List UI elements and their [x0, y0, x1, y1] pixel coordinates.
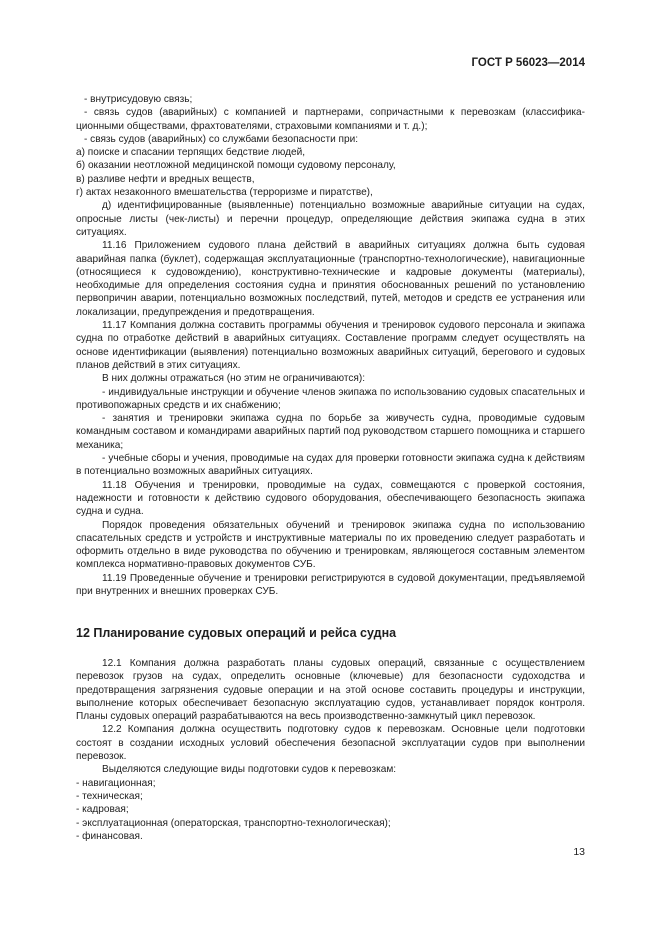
paragraph: 12.2 Компания должна осуществить подготовку судов к перевозкам. Основные цели подготовки состоят в создании исходных условий обеспечения безопасной эксплуатации судов при выполнении перевозок. [76, 724, 585, 763]
list-item: - внутрисудовую связь; [84, 94, 193, 105]
paragraph: В них должны отражаться (но этим не ограничиваются): [102, 373, 366, 385]
paragraph: д) идентифицированные (выявленные) потенциально возможные аварийные ситуации на судах, опросные листы (чек-листы) и перечни процедур, определяющие действия экипажа судна в этих ситуациях. [76, 200, 585, 238]
list-item: - техническая; [76, 790, 143, 802]
body-text-block-2 [76, 657, 585, 843]
list-item: - финансовая. [76, 830, 143, 842]
list-item: в) разливе нефти и вредных веществ, [76, 173, 255, 185]
page-number: 13 [573, 846, 585, 858]
list-item: - связь судов (аварийных) со службами безопасности при: [84, 133, 359, 145]
paragraph: 11.19 Проведенные обучение и тренировки регистрируются в судовой документации, предъявляемой при внутренних и внешних проверках СУБ. [76, 572, 585, 597]
list-item: - эксплуатационная (операторская, транспортно-технологическая); [76, 817, 391, 829]
list-item: - занятия и тренировки экипажа судна по борьбе за живучесть судна, проводимые судовым командным составом и командирами аварийных партий под руководством старшего помощника и старшего механика; [76, 413, 585, 451]
list-item: - кадровая; [76, 804, 129, 816]
paragraph: 11.18 Обучения и тренировки, проводимые на судах, совмещаются с проверкой состояния, надежности и готовности к действию судового оборудования, обеспечивающего безопасность экипажа судна и судна. [76, 479, 585, 518]
list-item: - индивидуальные инструкции и обучение членов экипажа по использованию судовых спасательных и противопожарных средств и их снабжению; [76, 386, 585, 411]
paragraph: 12.1 Компания должна разработать планы судовых операций, связанные с осуществлением перевозок грузов на судах, определить основные (ключевые) для безопасности судоходства и предотвращения загрязнения судовые операции и на этой основе составить процедуры и инструкции, выполнение которых обеспечивает безопасную эксплуатацию судов, устанавливает порядок контроля. Планы судовых операций разрабатываются на весь производственно-замкнутый цикл перевозок. [76, 658, 585, 723]
paragraph: 11.17 Компания должна составить программы обучения и тренировок судового персонала и экипажа судна по отработке действий в аварийных ситуациях. Составление программ следует осуществлять на основе идентификации (выявления) потенциально возможных аварийных ситуаций, берегового и судовых планов действий в этих ситуациях. [76, 320, 585, 371]
list-item: - связь судов (аварийных) с компанией и партнерами, сопричастными к перевозкам (классифика-ционными обществами, фрахтователями, страховыми компаниями и т. д.); [76, 107, 585, 132]
paragraph: Порядок проведения обязательных обучений и тренировок экипажа судна по использованию спасательных средств и устройств и инструктивные материалы по их проведению следует разработать и оформить отдельно в виде руководства по обучению и тренировкам, являющегося составным элементом комплекса нормативно-правовых документов СУБ. [76, 519, 585, 571]
list-item: г) актах незаконного вмешательства (терроризме и пиратстве), [76, 187, 373, 199]
list-item: а) поиске и спасании терпящих бедствие людей, [76, 147, 306, 159]
list-item: - учебные сборы и учения, проводимые на судах для проверки готовности экипажа судна к действиям в потенциально возможных аварийных ситуациях. [76, 453, 585, 478]
document-header: ГОСТ Р 56023—2014 [471, 57, 585, 69]
body-text-block-1 [76, 93, 585, 598]
section-title: 12 Планирование судовых операций и рейса судна [76, 626, 397, 640]
list-item: - навигационная; [76, 777, 156, 789]
paragraph: 11.16 Приложением судового плана действий в аварийных ситуациях должна быть судовая аварийная папка (буклет), содержащая эксплуатационные (транспортно-технологические), навигационные (относящиеся к судовождению), конструктивно-технические и кадровые документы (материалы), необходимые для определения состояния судна и принятия обоснованных решений по установлению первопричин аварии, потенциально возможных последствий, путей, методов и средств ее устранения или локализации, предупреждения и предотвращения. [76, 240, 585, 318]
paragraph: Выделяются следующие виды подготовки судов к перевозкам: [102, 764, 397, 776]
list-item: б) оказании неотложной медицинской помощи судовому персоналу, [76, 160, 396, 172]
